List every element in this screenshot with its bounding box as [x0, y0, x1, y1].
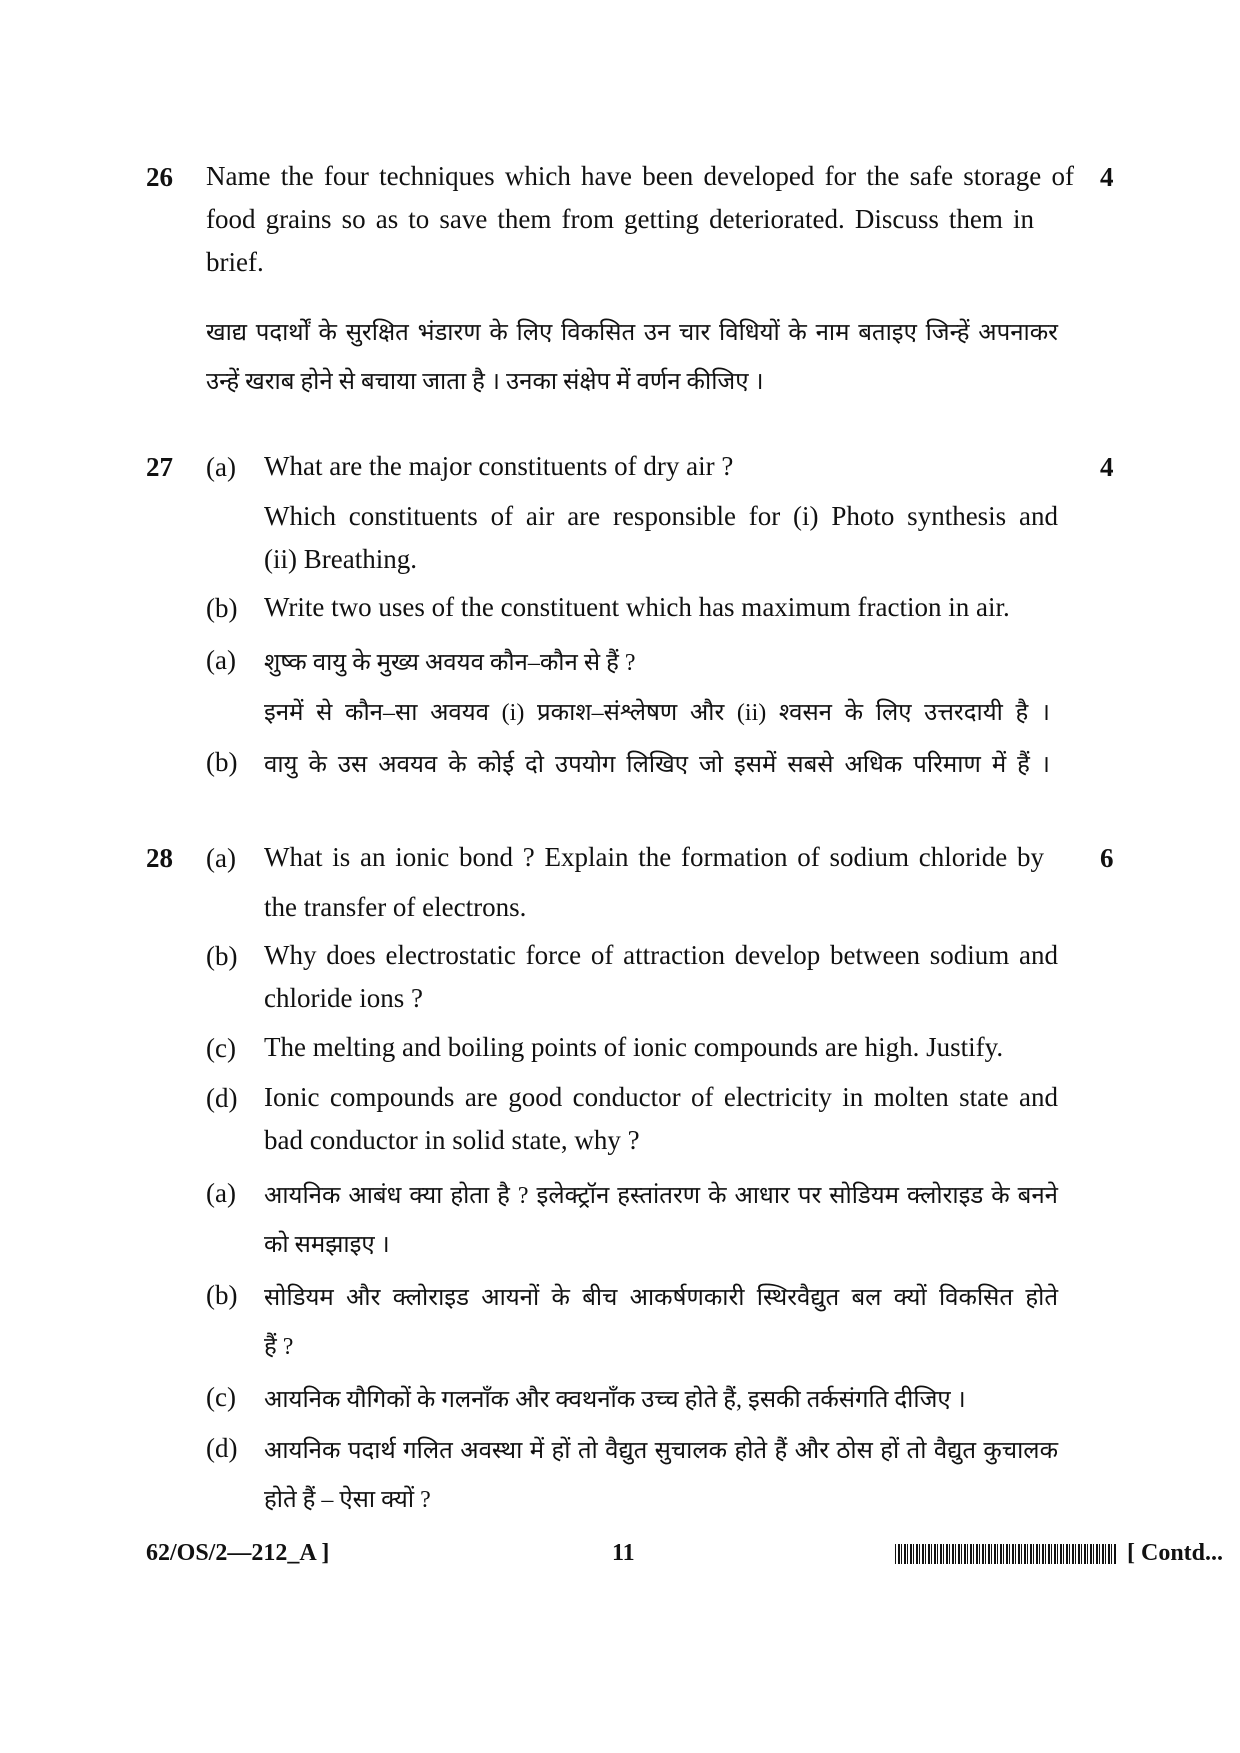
page-number: 11 — [612, 1540, 635, 1566]
part-label: (a) — [206, 452, 236, 482]
question-text-line: Which constituents of air are responsible for (i) Photo synthesis and — [264, 501, 1058, 531]
question-hindi-line: हैं ? — [264, 1334, 294, 1360]
footer-right — [895, 1540, 1223, 1567]
part-label: (d) — [206, 1433, 238, 1463]
part-label: (c) — [206, 1382, 236, 1412]
question-marks: 6 — [1100, 843, 1114, 873]
question-hindi-line: शुष्क वायु के मुख्य अवयव कौन–कौन से हैं ? — [264, 650, 636, 676]
question-hindi-line: आयनिक पदार्थ गलित अवस्था में हों तो वैद्युत सुचालक होते हैं और ठोस हों तो वैद्युत कुचालक — [264, 1438, 1058, 1464]
question-marks: 4 — [1100, 452, 1114, 482]
question-text-line: food grains so as to save them from getting deteriorated. Discuss them in — [206, 204, 1034, 234]
part-label: (b) — [206, 941, 238, 971]
question-hindi-line: सोडियम और क्लोराइड आयनों के बीच आकर्षणकारी स्थिरवैद्युत बल क्यों विकसित होते — [264, 1285, 1058, 1311]
question-hindi-line: वायु के उस अवयव के कोई दो उपयोग लिखिए जो इसमें सबसे अधिक परिमाण में हैं । — [264, 752, 1050, 778]
question-hindi-line: आयनिक आबंध क्या होता है ? इलेक्ट्रॉन हस्तांतरण के आधार पर सोडियम क्लोराइड के बनने — [264, 1183, 1058, 1209]
question-marks: 4 — [1100, 162, 1114, 192]
question-text-line: the transfer of electrons. — [264, 892, 527, 922]
part-label: (a) — [206, 1178, 236, 1208]
question-number: 28 — [146, 843, 173, 873]
question-text-line: What are the major constituents of dry air ? — [264, 451, 734, 481]
question-text-line: chloride ions ? — [264, 983, 423, 1013]
question-text-line: Name the four techniques which have been developed for the safe storage of — [206, 161, 1074, 191]
question-text-line: Why does electrostatic force of attraction develop between sodium and — [264, 940, 1058, 970]
paper-code: 62/OS/2—212_A ] — [146, 1540, 330, 1566]
question-text-line: The melting and boiling points of ionic compounds are high. Justify. — [264, 1032, 1004, 1062]
question-text-line: Write two uses of the constituent which has maximum fraction in air. — [264, 592, 1010, 622]
question-text-line: bad conductor in solid state, why ? — [264, 1125, 640, 1155]
part-label: (b) — [206, 593, 238, 623]
continued-label: [ Contd... — [1127, 1540, 1224, 1566]
barcode-icon — [895, 1544, 1117, 1564]
question-hindi-line: इनमें से कौन–सा अवयव (i) प्रकाश–संश्लेषण और (ii) श्वसन के लिए उत्तरदायी है । — [264, 700, 1050, 726]
question-hindi-line: खाद्य पदार्थों के सुरक्षित भंडारण के लिए विकसित उन चार विधियों के नाम बताइए जिन्हें अपनाकर — [206, 320, 1058, 346]
part-label: (a) — [206, 843, 236, 873]
question-hindi-line: होते हैं – ऐसा क्यों ? — [264, 1487, 431, 1513]
question-text-line: Ionic compounds are good conductor of electricity in molten state and — [264, 1082, 1058, 1112]
question-number: 27 — [146, 452, 173, 482]
part-label: (b) — [206, 747, 238, 777]
question-text-line: What is an ionic bond ? Explain the formation of sodium chloride by — [264, 842, 1044, 872]
question-text-line: (ii) Breathing. — [264, 544, 417, 574]
question-hindi-line: आयनिक यौगिकों के गलनाँक और क्वथनाँक उच्च होते हैं, इसकी तर्कसंगति दीजिए । — [264, 1387, 966, 1413]
part-label: (b) — [206, 1280, 238, 1310]
question-text-line: brief. — [206, 247, 264, 277]
question-hindi-line: उन्हें खराब होने से बचाया जाता है । उनका संक्षेप में वर्णन कीजिए । — [206, 369, 764, 395]
question-number: 26 — [146, 162, 173, 192]
part-label: (c) — [206, 1033, 236, 1063]
part-label: (d) — [206, 1083, 238, 1113]
part-label: (a) — [206, 645, 236, 675]
question-hindi-line: को समझाइए । — [264, 1232, 390, 1258]
